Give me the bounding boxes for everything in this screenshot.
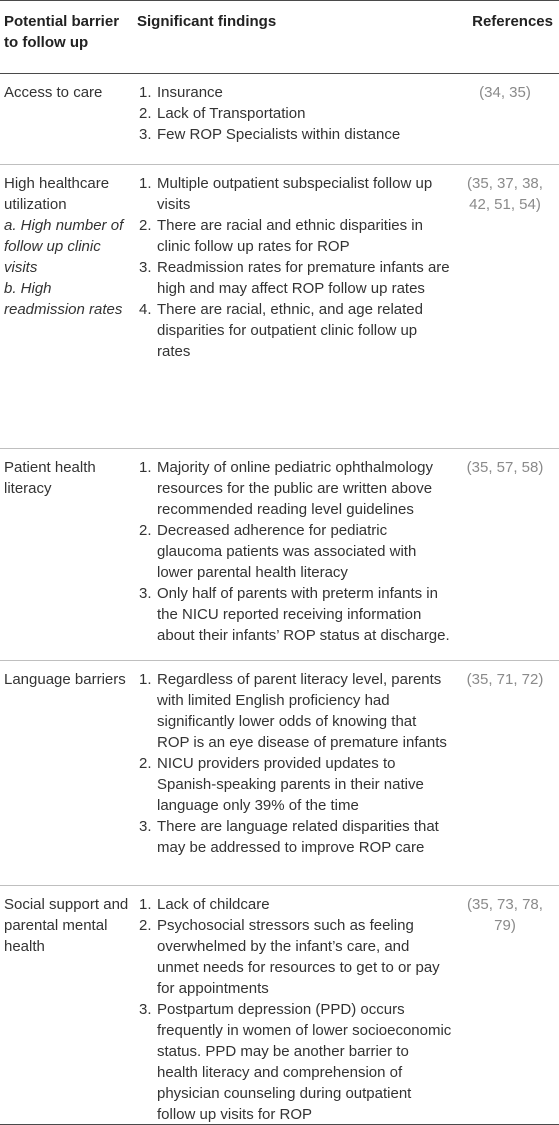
barrier-cell [4, 669, 130, 690]
finding-item [137, 124, 452, 145]
finding-item [137, 215, 452, 257]
barrier-cell [4, 173, 130, 320]
finding-item [137, 999, 452, 1125]
finding-number: 2. [139, 917, 152, 934]
finding-item [137, 82, 452, 103]
table-row [0, 449, 559, 661]
barrier-label: Language barriers [4, 671, 126, 688]
finding-text: Multiple outpatient subspecialist follow up visits [157, 175, 433, 213]
finding-text: Psychosocial stressors such as feeling overwhelmed by the infant’s care, and unmet needs for resources to get to or pay for appointments [157, 917, 440, 997]
table-body [0, 74, 559, 1125]
table-row [0, 165, 559, 449]
table-row [0, 74, 559, 165]
barrier-label: Access to care [4, 84, 103, 101]
finding-number: 3. [139, 585, 152, 602]
finding-text: Readmission rates for premature infants are high and may affect ROP follow up rates [157, 259, 450, 297]
finding-number: 3. [139, 1001, 152, 1018]
finding-text: Insurance [157, 84, 223, 101]
barrier-subitem: a. High number of follow up clinic visits [4, 217, 124, 276]
finding-number: 4. [139, 301, 152, 318]
finding-item [137, 257, 452, 299]
finding-item [137, 669, 452, 753]
references-cell: (35, 37, 38, 42, 51, 54) [467, 175, 543, 213]
references-cell: (35, 57, 58) [466, 459, 544, 476]
barrier-label: Social support and parental mental health [4, 896, 129, 955]
header-findings: Significant findings [137, 13, 277, 30]
findings-list [137, 173, 452, 362]
table-row [0, 661, 559, 886]
references-cell: (35, 73, 78, 79) [467, 896, 543, 934]
finding-number: 2. [139, 217, 152, 234]
references-cell: (35, 71, 72) [466, 671, 544, 688]
findings-list [137, 82, 452, 145]
finding-item [137, 299, 452, 362]
finding-number: 3. [139, 126, 152, 143]
finding-item [137, 173, 452, 215]
findings-list [137, 894, 452, 1125]
finding-item [137, 894, 452, 915]
findings-cell [137, 669, 452, 858]
barrier-label: Patient health literacy [4, 459, 96, 497]
barrier-cell [4, 894, 130, 957]
finding-item [137, 753, 452, 816]
finding-text: Only half of parents with preterm infants in the NICU reported receiving information about their infants’ ROP status at discharge. [157, 585, 450, 644]
finding-number: 3. [139, 818, 152, 835]
finding-text: There are language related disparities that may be addressed to improve ROP care [157, 818, 439, 856]
table-header [0, 1, 559, 74]
finding-number: 1. [139, 84, 152, 101]
finding-number: 3. [139, 259, 152, 276]
finding-text: Regardless of parent literacy level, parents with limited English proficiency had significantly lower odds of knowing that ROP is an eye disease of premature infants [157, 671, 447, 751]
findings-cell [137, 173, 452, 362]
findings-cell [137, 457, 452, 646]
barrier-subitem: b. High readmission rates [4, 280, 123, 318]
header-references: References [472, 13, 553, 30]
findings-cell [137, 894, 452, 1125]
finding-item [137, 520, 452, 583]
finding-text: Lack of Transportation [157, 105, 306, 122]
finding-text: Postpartum depression (PPD) occurs frequently in women of lower socioeconomic status. PPD may be another barrier to health literacy and comprehension of physician counseling during outpatient follow up visits for ROP [157, 1001, 452, 1123]
finding-item [137, 583, 452, 646]
finding-item [137, 816, 452, 858]
barrier-label: High healthcare utilization [4, 175, 110, 213]
finding-item [137, 457, 452, 520]
barrier-cell [4, 82, 130, 103]
table-row [0, 886, 559, 1125]
finding-text: Decreased adherence for pediatric glaucoma patients was associated with lower parental health literacy [157, 522, 417, 581]
finding-number: 2. [139, 522, 152, 539]
finding-item [137, 103, 452, 124]
finding-text: There are racial and ethnic disparities in clinic follow up rates for ROP [157, 217, 423, 255]
findings-list [137, 457, 452, 646]
finding-item [137, 915, 452, 999]
header-barrier: Potential barrier to follow up [4, 13, 120, 51]
finding-number: 2. [139, 105, 152, 122]
finding-text: There are racial, ethnic, and age related disparities for outpatient clinic follow up rates [157, 301, 423, 360]
barrier-cell [4, 457, 130, 499]
finding-number: 1. [139, 671, 152, 688]
references-cell: (34, 35) [479, 84, 531, 101]
finding-text: Few ROP Specialists within distance [157, 126, 401, 143]
finding-number: 1. [139, 896, 152, 913]
findings-list [137, 669, 452, 858]
finding-number: 1. [139, 175, 152, 192]
findings-cell [137, 82, 452, 145]
finding-text: Majority of online pediatric ophthalmology resources for the public are written above recommended reading level guidelines [157, 459, 433, 518]
finding-number: 2. [139, 755, 152, 772]
finding-text: Lack of childcare [157, 896, 270, 913]
finding-text: NICU providers provided updates to Spanish-speaking parents in their native language only 39% of the time [157, 755, 424, 814]
finding-number: 1. [139, 459, 152, 476]
